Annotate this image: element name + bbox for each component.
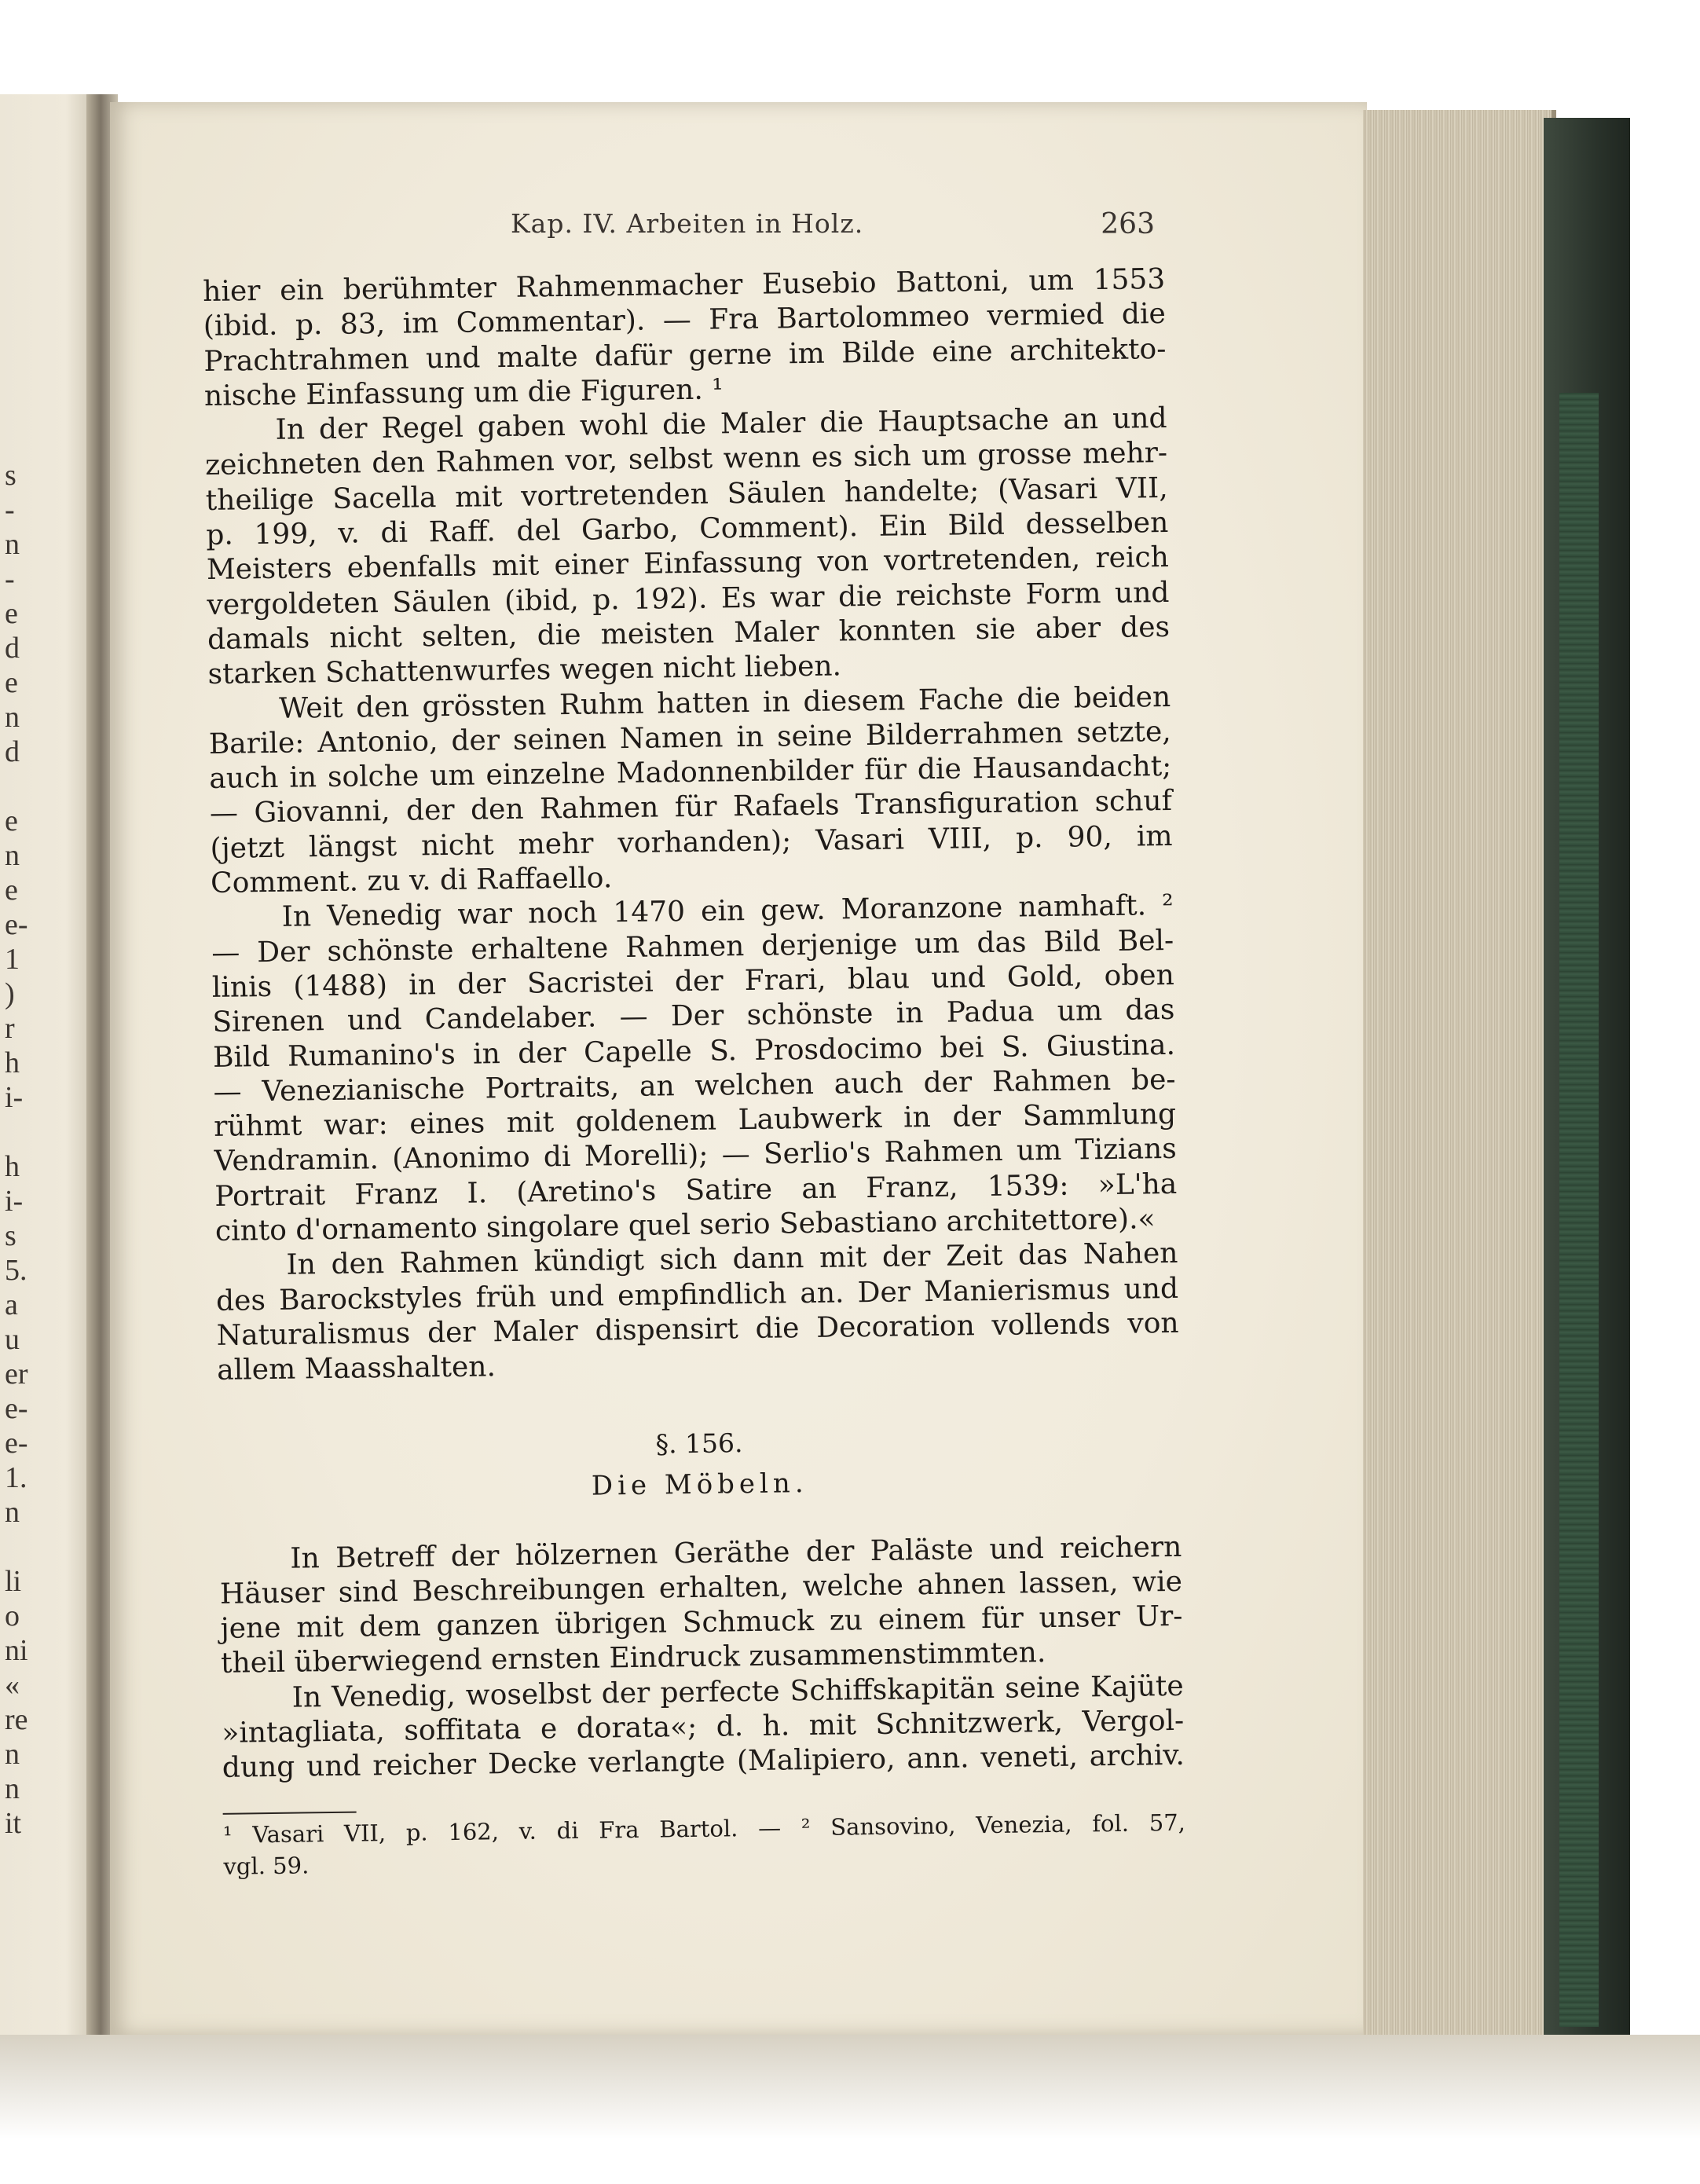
text-line: theil überwiegend ernsten Eindruck zusammenstimmten. [220, 1636, 1046, 1680]
edge-fragment: d [5, 735, 20, 768]
text-line: Bild Rumanino's in der Capelle S. Prosdocimo bei S. Giustina. [212, 1028, 1176, 1074]
paragraph [211, 889, 1178, 1249]
edge-fragment: i- [5, 1185, 24, 1218]
edge-fragment: 1 [5, 943, 20, 976]
edge-fragment: d [5, 632, 20, 665]
edge-fragment: li [5, 1565, 22, 1598]
edge-fragment: n [5, 1738, 20, 1771]
edge-fragment: u [5, 1323, 20, 1356]
text-line: (jetzt längst nicht mehr vorhanden); Vasari VIII, p. 90, im [210, 819, 1173, 865]
edge-fragment: e [5, 874, 18, 907]
edge-fragment: i- [5, 1081, 24, 1114]
text-line: hier ein berühmter Rahmenmacher Eusebio Battoni, um 1553 [203, 262, 1166, 308]
text-line: Vendramin. (Anonimo di Morelli); — Serlio's Rahmen um Tizians [214, 1133, 1177, 1178]
edge-fragment: a [5, 1288, 18, 1321]
text-line: theilige Sacella mit vortretenden Säulen handelte; (Vasari VII, [205, 471, 1168, 517]
edge-fragment: n [5, 839, 20, 872]
text-line: In Betreff der hölzernen Geräthe der Paläste und reichern [290, 1530, 1182, 1575]
edge-fragment: n [5, 528, 20, 561]
text-line: — Giovanni, der den Rahmen für Rafaels Transfiguration schuf [209, 785, 1173, 830]
text-line: Portrait Franz I. (Aretino's Satire an Franz, 1539: »L'ha [214, 1167, 1178, 1213]
section-title: Die Möbeln. [591, 1467, 808, 1502]
edge-fragment: o [5, 1600, 20, 1633]
text-line: Sirenen und Candelaber. — Der schönste in Padua um das [212, 994, 1175, 1039]
text-line: auch in solche um einzelne Madonnenbilder für die Hausandacht; [209, 750, 1172, 796]
left-page-edge [0, 94, 94, 2050]
footnote-line: vgl. 59. [223, 1851, 310, 1880]
chapter-heading: Kap. IV. Arbeiten in Holz. [511, 208, 864, 239]
page-number: 263 [1101, 208, 1155, 240]
text-line: (ibid. p. 83, im Commentar). — Fra Bartolommeo vermied die [203, 298, 1167, 343]
text-line: vergoldeten Säulen (ibid, p. 192). Es war die reichste Form und [207, 576, 1170, 621]
edge-fragment: ni [5, 1634, 28, 1667]
text-line: In Venedig, woselbst der perfecte Schiffskapitän seine Kajüte [291, 1669, 1184, 1714]
edge-fragment: n [5, 1496, 20, 1529]
paragraph [219, 1530, 1183, 1681]
text-line: allem Maasshalten. [216, 1350, 496, 1387]
text-line: In Venedig war noch 1470 ein gew. Moranzone namhaft. ² [281, 889, 1174, 934]
cover-cloth [1559, 393, 1599, 2027]
edge-fragment: ) [5, 977, 15, 1010]
edge-fragment: re [5, 1703, 28, 1736]
text-line: cinto d'ornamento singolare quel serio Sebastiano architettore).« [214, 1203, 1156, 1248]
text-line: zeichneten den Rahmen vor, selbst wenn es sich um grosse mehr- [204, 437, 1168, 482]
edge-fragment: s [5, 1219, 16, 1252]
text-line: Prachtrahmen und malte dafür gerne im Bilde eine architekto- [203, 332, 1167, 378]
text-line: damals nicht selten, die meisten Maler konnten sie aber des [207, 610, 1171, 656]
edge-fragment: « [5, 1669, 20, 1702]
text-line: Häuser sind Beschreibungen erhalten, welche ahnen lassen, wie [219, 1565, 1183, 1611]
edge-fragment: 5. [5, 1254, 27, 1287]
paragraph [208, 680, 1173, 901]
text-line: »intagliata, soffitata e dorata«; d. h. mit Schnitzwerk, Vergol- [222, 1704, 1185, 1750]
running-head [141, 208, 1155, 247]
section-number: §. 156. [655, 1427, 743, 1460]
text-line: Weit den grössten Ruhm hatten in diesem Fache die beiden [278, 680, 1171, 725]
text-line: Naturalismus der Maler dispensirt die Decoration vollends von [216, 1306, 1179, 1352]
edge-fragment: e [5, 666, 18, 699]
edge-fragment: s [5, 459, 16, 492]
text-line: — Venezianische Portraits, an welchen auch der Rahmen be- [213, 1063, 1176, 1108]
edge-fragment: it [5, 1807, 22, 1840]
edge-fragment [5, 1112, 36, 1147]
edge-fragment: er [5, 1358, 28, 1391]
paragraphs-after-section [219, 1530, 1185, 1786]
paragraphs-before-section [203, 262, 1179, 1388]
edge-fragment [5, 1527, 36, 1562]
footnotes [223, 1806, 1186, 1882]
text-line: p. 199, v. di Raff. del Garbo, Comment). Ein Bild desselben [206, 507, 1169, 552]
text-line: Meisters ebenfalls mit einer Einfassung von vortretenden, reich [206, 541, 1170, 587]
text-line: nische Einfassung um die Figuren. ¹ [203, 373, 724, 412]
edge-fragment: e- [5, 1392, 28, 1425]
edge-fragment: e [5, 804, 18, 837]
paragraph [215, 1237, 1179, 1388]
paragraph [203, 262, 1167, 414]
edge-fragment: r [5, 1012, 15, 1045]
edge-fragment: n [5, 701, 20, 734]
page-stack-edge [1363, 110, 1556, 2043]
body-text [203, 262, 1186, 1882]
text-line: In den Rahmen kündigt sich dann mit der Zeit das Nahen [286, 1237, 1178, 1282]
text-line: starken Schattenwurfes wegen nicht lieben. [207, 650, 842, 691]
text-line: linis (1488) in der Sacristei der Frari, blau und Gold, oben [211, 958, 1175, 1004]
edge-fragment [5, 767, 36, 801]
edge-fragment: h [5, 1046, 20, 1079]
text-line: Barile: Antonio, der seinen Namen in seine Bilderrahmen setzte, [208, 715, 1171, 760]
bottom-shadow [0, 2035, 1700, 2184]
left-page-cut-text [5, 456, 36, 1838]
edge-fragment: 1. [5, 1461, 27, 1494]
text-line: — Der schönste erhaltene Rahmen derjenige um das Bild Bel- [211, 924, 1174, 969]
paragraph [221, 1669, 1185, 1786]
edge-fragment: n [5, 1772, 20, 1805]
text-line: Comment. zu v. di Raffaello. [210, 862, 613, 900]
edge-fragment: e- [5, 1427, 28, 1460]
text-line: dung und reicher Decke verlangte (Malipiero, ann. veneti, archiv. [222, 1739, 1185, 1785]
text-line: In der Regel gaben wohl die Maler die Hauptsache an und [275, 402, 1167, 446]
text-line: rühmt war: eines mit goldenem Laubwerk in der Sammlung [213, 1097, 1177, 1144]
footnote-rule [223, 1811, 357, 1814]
footnote-line: ¹ Vasari VII, p. 162, v. di Fra Bartol. — ² Sansovino, Venezia, fol. 57, [222, 1808, 1186, 1849]
edge-fragment: - [5, 562, 15, 595]
edge-fragment: - [5, 493, 15, 526]
paragraph [204, 401, 1171, 692]
edge-fragment: e [5, 597, 18, 630]
edge-fragment: h [5, 1150, 20, 1183]
text-line: des Barockstyles früh und empfindlich an. Der Manierismus und [215, 1272, 1179, 1317]
text-line: jene mit dem ganzen übrigen Schmuck zu einem für unser Ur- [220, 1600, 1183, 1645]
edge-fragment: e- [5, 908, 28, 941]
